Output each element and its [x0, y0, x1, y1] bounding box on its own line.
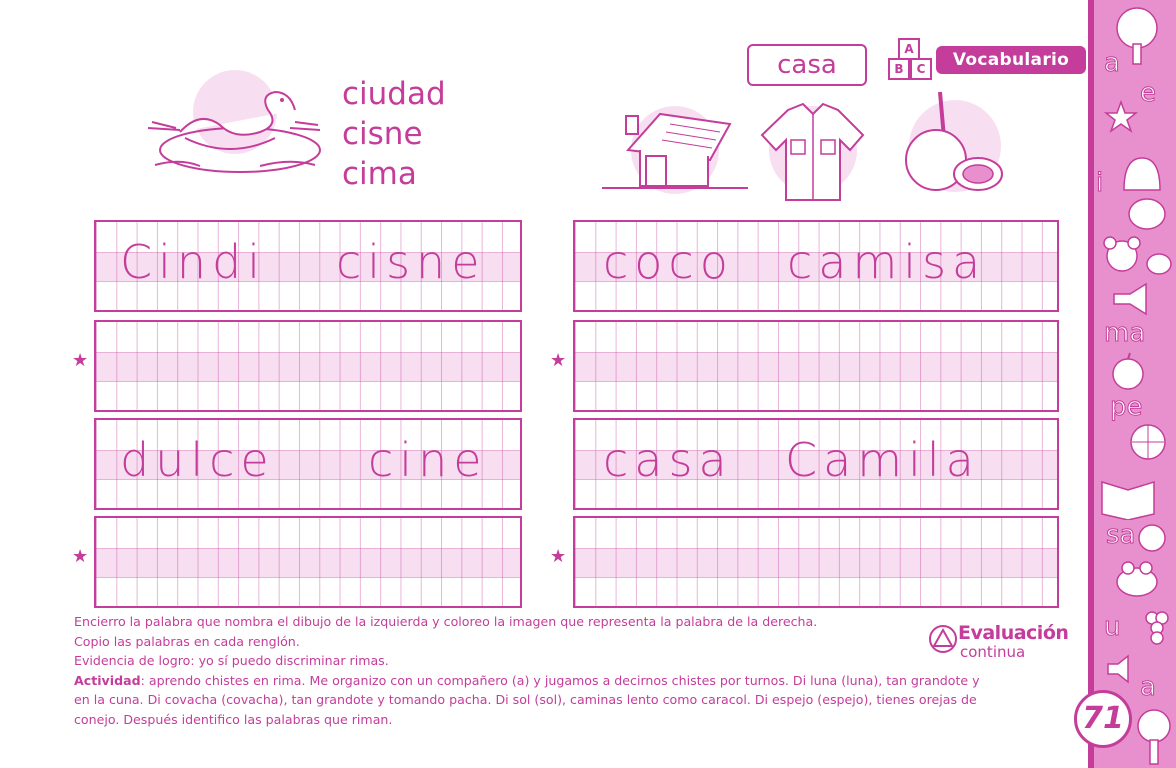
instruction-line-2: Copio las palabras en cada renglón.: [74, 633, 300, 649]
target-word-box: casa: [747, 44, 867, 86]
writing-grid-left-3: [94, 418, 522, 510]
star-icon: ★: [72, 546, 89, 567]
sidebar-letter-sa: sa: [1106, 520, 1136, 550]
writing-grid-right-3: [573, 418, 1059, 510]
sidebar-letter-a: a: [1104, 48, 1120, 78]
evaluation-icon: [928, 624, 958, 654]
megaphone-icon: [1110, 282, 1154, 316]
instructions: [74, 612, 1054, 729]
igloo-icon: [1120, 150, 1164, 194]
bear-face-icon: [1102, 234, 1142, 274]
speech-bubble-icon: [1126, 196, 1168, 236]
star-icon: ★: [550, 546, 567, 567]
vocabulary-header: [888, 40, 1088, 80]
instruction-line-1: Encierro la palabra que nombra el dibujo de la izquierda y coloreo la imagen que representa la palabra de la derecha.: [74, 614, 818, 629]
word-ciudad[interactable]: ciudad: [342, 76, 446, 112]
writing-grid-right-4-empty[interactable]: [573, 516, 1059, 608]
grid-word-casa: casa: [603, 433, 733, 487]
grid-word-camisa: camisa: [787, 235, 987, 289]
star-icon: ★: [550, 350, 567, 371]
apple-icon: [1108, 352, 1148, 392]
sidebar-letter-ma: ma: [1104, 318, 1146, 348]
tree-icon: [1134, 706, 1174, 766]
instruction-line-3: Evidencia de logro: yo sí puedo discriminar rimas.: [74, 653, 389, 668]
writing-grid-left-1: [94, 220, 522, 312]
grid-word-cindi: Cindi: [120, 235, 267, 289]
abc-blocks-icon: A B C: [888, 40, 938, 80]
writing-grid-left-4-empty[interactable]: [94, 516, 522, 608]
word-cisne[interactable]: cisne: [342, 116, 423, 152]
evaluation-title: Evaluación: [958, 622, 1069, 644]
word-cima[interactable]: cima: [342, 156, 417, 192]
frog-icon: [1112, 556, 1162, 600]
vocabulary-label: Vocabulario: [936, 46, 1086, 74]
swan-illustration: [140, 70, 330, 180]
sidebar-letter-u: u: [1104, 612, 1121, 642]
writing-grid-right-2-empty[interactable]: [573, 320, 1059, 412]
notebook-icon: [1098, 470, 1158, 520]
grapes-icon: [1142, 606, 1172, 652]
shirt-image[interactable]: [758, 100, 868, 205]
activity-line-1: Actividad: aprendo chistes en rima. Me organizo con un compañero (a) y jugamos a decirnos chistes por turnos. Di luna (luna), tan grandote y: [74, 672, 980, 688]
grid-word-cisne: cisne: [336, 235, 486, 289]
grid-word-cine: cine: [368, 433, 488, 487]
grid-word-dulce: dulce: [120, 433, 275, 487]
word-list: [342, 74, 446, 194]
evaluation-subtitle: continua: [960, 643, 1026, 661]
sidebar-letter-a-2: a: [1140, 672, 1156, 702]
sidebar-panel: [1094, 0, 1176, 768]
page-number: 71: [1074, 690, 1132, 748]
star-icon: ★: [72, 350, 89, 371]
coconut-image[interactable]: [900, 88, 1010, 198]
evaluation-badge: [926, 622, 1069, 662]
sidebar-letter-pe: pe: [1110, 392, 1143, 422]
alphabet-sidebar: [1088, 0, 1176, 768]
sidebar-letter-i: i: [1096, 168, 1104, 198]
activity-label: Actividad: [74, 672, 141, 688]
star-face-icon: [1104, 100, 1138, 134]
grid-word-camila: Camila: [785, 433, 980, 487]
activity-line-2: en la cuna. Di covacha (covacha), tan grandote y tomando pacha. Di sol (sol), caminas lento como caracol. Di espejo (espejo), tienes orejas de: [74, 692, 977, 707]
ball-icon: [1128, 422, 1168, 462]
bubble-icon: [1144, 250, 1174, 280]
grid-word-coco: coco: [603, 235, 734, 289]
writing-grid-right-1: [573, 220, 1059, 312]
writing-grid-left-2-empty[interactable]: [94, 320, 522, 412]
house-image[interactable]: [600, 100, 750, 200]
activity-line-3: conejo. Después identifico las palabras que riman.: [74, 711, 393, 727]
speaker-icon: [1104, 654, 1138, 684]
sidebar-letter-e: e: [1140, 78, 1156, 108]
